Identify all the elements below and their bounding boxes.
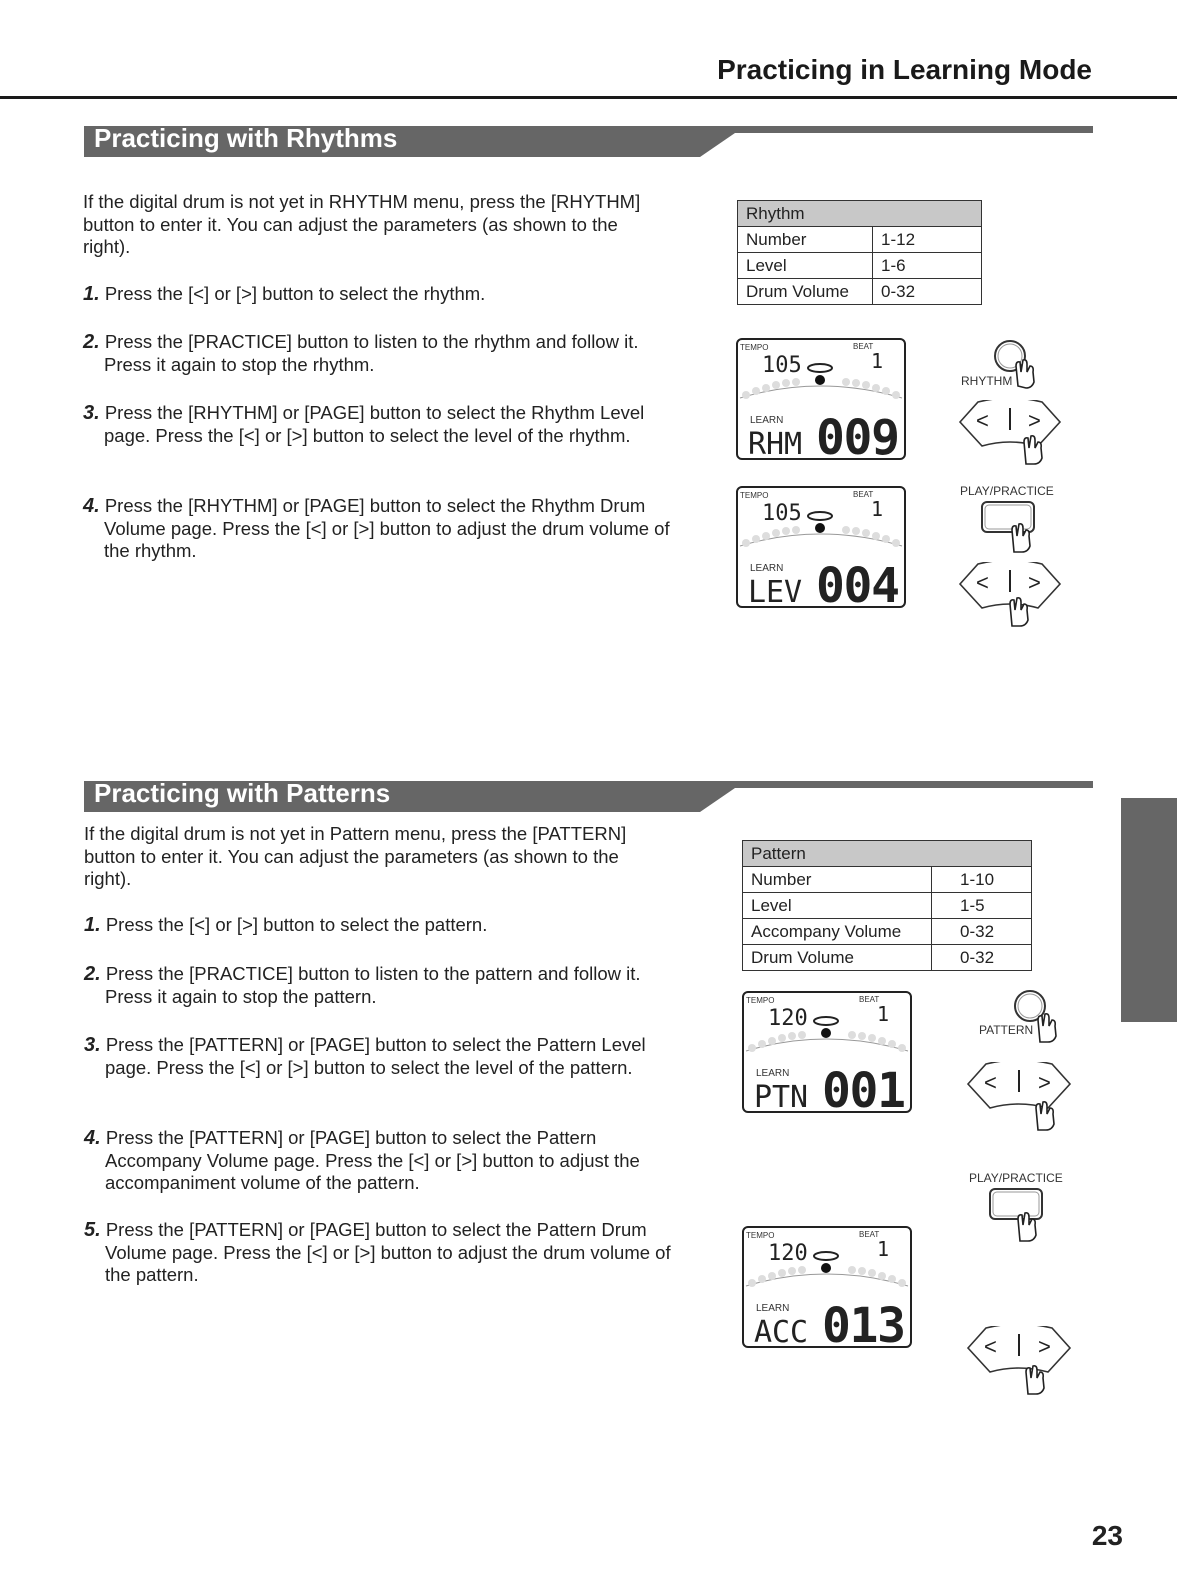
- step-item: [84, 1219, 680, 1287]
- param-range: 1-6: [873, 253, 982, 279]
- beat-label: BEAT: [853, 342, 874, 351]
- tempo-value: 120: [768, 1241, 808, 1266]
- beat-dot-icon: [815, 523, 825, 533]
- table-row: [738, 279, 982, 305]
- left-right-buttons[interactable]: [966, 1326, 1072, 1396]
- lcd-display: [742, 991, 912, 1113]
- step-number: 4.: [83, 495, 100, 517]
- step-item: [84, 1034, 680, 1079]
- param-range: 1-5: [932, 893, 1032, 919]
- table-row: [743, 945, 1032, 971]
- table-row: [738, 253, 982, 279]
- step-item: [83, 331, 674, 376]
- param-name: Number: [738, 227, 873, 253]
- step-text: Press the [<] or [>] button to select the pattern.: [105, 914, 488, 935]
- left-arrow-icon: <: [976, 408, 989, 433]
- step-item: [83, 495, 674, 563]
- step-text: Press the [PRACTICE] button to listen to the pattern and follow it. Press it again to stop the pattern.: [105, 963, 641, 1007]
- pointing-hand-icon: [1038, 1014, 1056, 1042]
- section-intro: If the digital drum is not yet in Pattern menu, press the [PATTERN] button to enter it. You can adjust the parameters (as shown to the right).: [84, 823, 627, 889]
- param-name: Accompany Volume: [743, 919, 932, 945]
- practice-button-label: PLAY/PRACTICE: [960, 484, 1054, 498]
- param-range: 0-32: [873, 279, 982, 305]
- table-row: [738, 227, 982, 253]
- beat-label: BEAT: [853, 490, 874, 499]
- param-name: Level: [743, 893, 932, 919]
- param-name: Drum Volume: [738, 279, 873, 305]
- step-text: Press the [PRACTICE] button to listen to the rhythm and follow it. Press it again to stop the rhythm.: [104, 331, 639, 375]
- right-arrow-icon: >: [1038, 1070, 1051, 1095]
- mode-readout: RHM: [748, 427, 802, 460]
- step-text: Press the [PATTERN] or [PAGE] button to select the Pattern Accompany Volume page. Press the [<] or [>] button to adjust the accompaniment volume of the pattern.: [105, 1127, 640, 1193]
- learn-label: LEARN: [756, 1068, 790, 1079]
- step-number: 4.: [84, 1127, 101, 1149]
- pattern-button[interactable]: [1010, 986, 1066, 1046]
- beat-dot-icon: [815, 375, 825, 385]
- beat-value: 1: [877, 1237, 890, 1261]
- page-title: Practicing in Learning Mode: [717, 54, 1092, 85]
- left-right-buttons[interactable]: [958, 400, 1062, 466]
- step-number: 3.: [84, 1034, 101, 1056]
- tempo-label: TEMPO: [740, 343, 769, 352]
- lcd-display: [736, 486, 906, 608]
- rhythm-parameter-table: [737, 200, 982, 305]
- table-header: Rhythm: [738, 201, 982, 227]
- pointing-hand-icon: [1036, 1102, 1054, 1130]
- step-item: [84, 963, 680, 1008]
- page-header: [0, 50, 1177, 99]
- pointing-hand-icon: [1016, 360, 1034, 388]
- step-item: [84, 1127, 680, 1195]
- step-number: 1.: [84, 914, 101, 936]
- table-row: [743, 867, 1032, 893]
- table-header: Pattern: [743, 841, 1032, 867]
- chapter-side-tab: [1121, 798, 1177, 1022]
- param-range: 0-32: [932, 945, 1032, 971]
- learn-label: LEARN: [750, 563, 784, 574]
- right-arrow-icon: >: [1028, 570, 1041, 595]
- beat-label: BEAT: [859, 995, 880, 1004]
- lcd-display: [736, 338, 906, 460]
- step-text: Press the [RHYTHM] or [PAGE] button to select the Rhythm Drum Volume page. Press the [<] or [>] button to adjust the drum volume of the rhythm.: [104, 495, 670, 561]
- practice-button-label: PLAY/PRACTICE: [969, 1171, 1063, 1185]
- value-readout: 009: [816, 410, 900, 460]
- beat-label: BEAT: [859, 1230, 880, 1239]
- play-practice-button[interactable]: [978, 498, 1042, 554]
- tempo-label: TEMPO: [746, 1231, 775, 1240]
- step-number: 1.: [83, 283, 100, 305]
- step-text: Press the [PATTERN] or [PAGE] button to select the Pattern Drum Volume page. Press the [<] or [>] button to adjust the drum volume of the pattern.: [105, 1219, 671, 1285]
- left-right-buttons[interactable]: [958, 562, 1062, 628]
- param-range: 0-32: [932, 919, 1032, 945]
- beat-value: 1: [871, 349, 884, 373]
- learn-label: LEARN: [756, 1303, 790, 1314]
- param-name: Drum Volume: [743, 945, 932, 971]
- page-number: 23: [1091, 1520, 1123, 1551]
- mode-readout: LEV: [748, 575, 802, 608]
- table-row: [743, 919, 1032, 945]
- pattern-button-label: PATTERN: [979, 1023, 1034, 1037]
- tempo-label: TEMPO: [746, 996, 775, 1005]
- rhythm-button-label: RHYTHM: [961, 374, 1013, 388]
- left-arrow-icon: <: [984, 1070, 997, 1095]
- param-range: 1-12: [873, 227, 982, 253]
- param-range: 1-10: [932, 867, 1032, 893]
- left-arrow-icon: <: [976, 570, 989, 595]
- section-header-patterns: [84, 778, 1093, 813]
- step-text: Press the [PATTERN] or [PAGE] button to select the Pattern Level page. Press the [<] or [>] button to select the level of the pattern.: [105, 1034, 646, 1078]
- left-arrow-icon: <: [984, 1334, 997, 1359]
- step-number: 3.: [83, 402, 100, 424]
- tempo-label: TEMPO: [740, 491, 769, 500]
- step-number: 2.: [84, 963, 101, 985]
- section-title: Practicing with Rhythms: [94, 123, 398, 153]
- step-item: [83, 402, 674, 447]
- left-right-buttons[interactable]: [966, 1062, 1072, 1132]
- beat-value: 1: [871, 497, 884, 521]
- param-name: Number: [743, 867, 932, 893]
- step-text: Press the [<] or [>] button to select the rhythm.: [104, 283, 486, 304]
- value-readout: 013: [822, 1298, 906, 1348]
- mode-readout: PTN: [754, 1080, 808, 1113]
- tempo-value: 120: [768, 1006, 808, 1031]
- value-readout: 001: [822, 1063, 906, 1113]
- beat-dot-icon: [821, 1263, 831, 1273]
- step-number: 2.: [83, 331, 100, 353]
- pattern-parameter-table: [742, 840, 1032, 971]
- right-arrow-icon: >: [1038, 1334, 1051, 1359]
- step-item: [84, 914, 680, 937]
- play-practice-button[interactable]: [986, 1185, 1050, 1243]
- mode-readout: ACC: [754, 1315, 808, 1348]
- step-item: [83, 283, 674, 306]
- beat-value: 1: [877, 1002, 890, 1026]
- section-intro: If the digital drum is not yet in RHYTHM menu, press the [RHYTHM] button to enter it. You can adjust the parameters (as shown to the right).: [83, 191, 641, 257]
- learn-label: LEARN: [750, 415, 784, 426]
- section-title: Practicing with Patterns: [94, 778, 391, 808]
- section-header-rhythms: [84, 123, 1093, 158]
- right-arrow-icon: >: [1028, 408, 1041, 433]
- beat-dot-icon: [821, 1028, 831, 1038]
- tempo-value: 105: [762, 501, 802, 526]
- tempo-value: 105: [762, 353, 802, 378]
- step-number: 5.: [84, 1219, 101, 1241]
- lcd-display: [742, 1226, 912, 1348]
- table-row: [743, 893, 1032, 919]
- value-readout: 004: [816, 558, 900, 608]
- param-name: Level: [738, 253, 873, 279]
- step-text: Press the [RHYTHM] or [PAGE] button to select the Rhythm Level page. Press the [<] or [>] button to select the level of the rhythm.: [104, 402, 645, 446]
